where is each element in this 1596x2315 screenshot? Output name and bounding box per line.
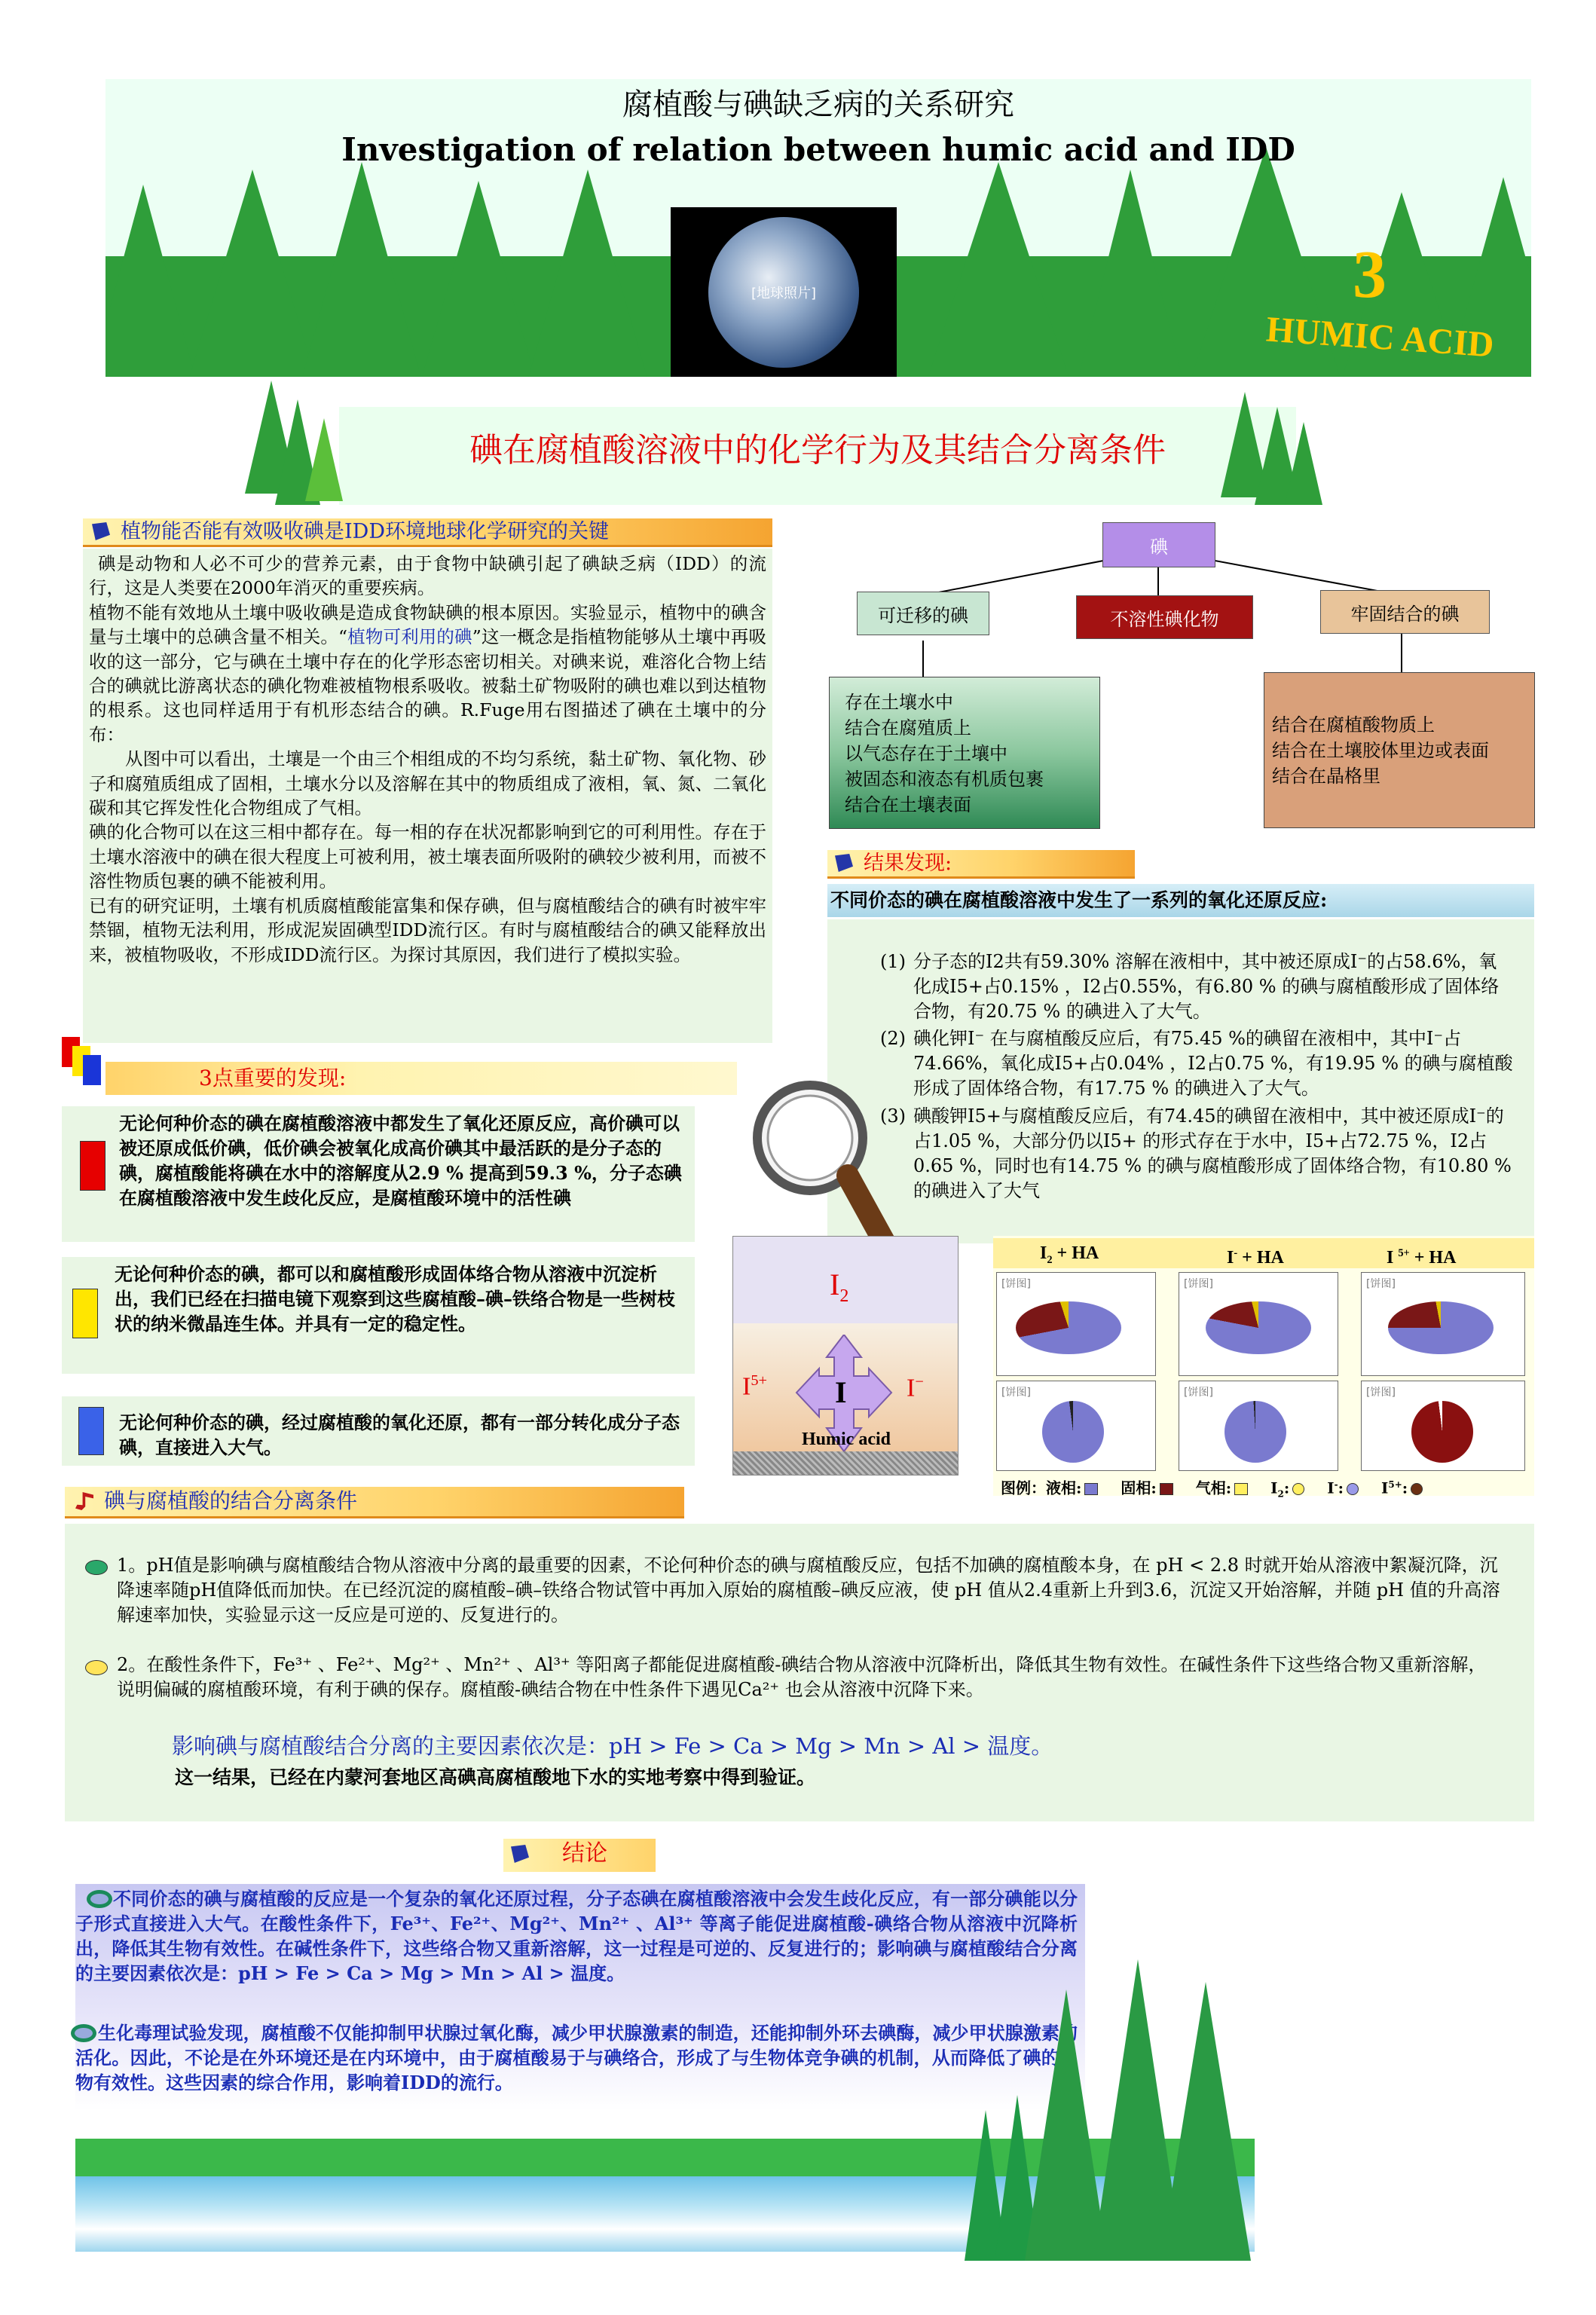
chart-thumb: [饼图]	[1179, 1272, 1338, 1376]
subtitle: 碘在腐植酸溶液中的化学行为及其结合分离条件	[469, 431, 1166, 469]
chart-thumb: [饼图]	[1361, 1381, 1525, 1471]
humic-label: Humic acid	[802, 1430, 891, 1449]
chart-col-i2: $I_2$ + HA	[1040, 1243, 1099, 1266]
diagram-root: 碘	[1102, 522, 1215, 567]
diagram-right-item: 结合在土壤胶体里边或表面	[1272, 740, 1489, 761]
section1-body	[83, 549, 772, 1043]
diagram-left-item: 以气态存在于土壤中	[845, 743, 1007, 764]
header-title-en: Investigation of relation between humic acid and IDD	[341, 131, 1295, 168]
earth-image: [地球照片]	[671, 207, 897, 377]
diagram-branch-insoluble: 不溶性碘化物	[1076, 595, 1253, 639]
section1-p1: 碘是动物和人必不可少的营养元素，由于食物中缺碘引起了碘缺乏病（IDD）的流行，这是人类要在2000年消灭的重要疾病。	[89, 553, 766, 599]
chart-thumb: [饼图]	[1179, 1381, 1338, 1471]
humic-diagram	[732, 1236, 959, 1476]
section1-p3: 从图中可以看出，土壤是一个由三个相组成的不均匀系统，黏土矿物、氧化物、砂子和腐殖质组成了固相，土壤水分以及溶解在其中的物质组成了液相，氧、氮、二氧化碳和其它挥发性化合物组成了气相。	[89, 748, 766, 819]
chart-thumb: [饼图]	[1361, 1272, 1525, 1376]
humic-center: I	[835, 1375, 847, 1409]
music-note-icon	[75, 1492, 93, 1510]
footer-trees	[965, 1959, 1258, 2261]
finding-1-marker	[80, 1141, 105, 1191]
badge-text: HUMIC ACID	[1264, 309, 1496, 365]
charts-header	[993, 1238, 1534, 1268]
results-heading-bar	[827, 850, 1135, 879]
findings-heading-bar	[105, 1062, 737, 1095]
section1-heading: 植物能否能有效吸收碘是IDD环境地球化学研究的关键	[121, 520, 609, 543]
header-banner	[105, 79, 1531, 377]
diagram-right-item: 结合在晶格里	[1272, 766, 1380, 787]
section1-p4: 碘的化合物可以在这三相中都存在。每一相的存在状况都影响到它的可利用性。存在于土壤水溶液中的碘在很大程度上可被利用，被土壤表面所吸附的碘较少被利用，而被不溶性物质包裹的碘不能被利用。	[89, 821, 766, 892]
binding-item-2: 2。在酸性条件下，Fe³⁺ 、Fe²⁺、Mg²⁺ 、Mn²⁺ 、Al³⁺ 等阳离子都能促进腐植酸-碘结合物从溶液中沉降析出，降低其生物有效性。在碱性条件下这些络合物又重新溶解，说明偏碱的腐植酸环境，有利于碘的保存。腐植酸-碘结合物在中性条件下遇见Ca²⁺ 也会从溶液中沉降下来。	[117, 1654, 1487, 1700]
result-1: (1) 分子态的I2共有59.30% 溶解在液相中，其中被还原成I⁻的占58.6%，氧化成I5+占0.15% ，I2占0.55%，有6.80 % 的碘与腐植酸形成了固体络合物，有20.75 % 的碘进入了大气。	[880, 951, 1500, 1022]
humic-i5: $I^{5+}$	[742, 1372, 768, 1401]
section1-p5: 已有的研究证明，土壤有机质腐植酸能富集和保存碘，但与腐植酸结合的碘有时被牢牢禁锢，植物无法利用，形成泥炭固碘型IDD流行区。有时与腐植酸结合的碘又能释放出来，被植物吸收，不形成IDD流行区。为探讨其原因，我们进行了模拟实验。	[89, 895, 766, 965]
finding-3: 无论何种价态的碘，经过腐植酸的氧化还原，都有一部分转化成分子态碘，直接进入大气。	[62, 1396, 695, 1466]
results-subheading-bar	[827, 884, 1534, 917]
diagram-list-fixed	[1264, 672, 1535, 828]
results-subheading: 不同价态的碘在腐植酸溶液中发生了一系列的氧化还原反应:	[830, 889, 1328, 911]
findings-heading: 3点重要的发现:	[199, 1066, 347, 1090]
diagram-branch-mobile: 可迁移的碘	[857, 592, 989, 635]
document-icon	[511, 1845, 529, 1863]
document-icon	[92, 522, 110, 540]
diagram-left-item: 结合在土壤表面	[845, 794, 971, 815]
charts-legend: 图例：液相: 固相: 气相: $I_2$: I-: $I^{5+}$:	[1001, 1475, 1528, 1504]
diagram-left-item: 存在土壤水中	[845, 692, 953, 713]
binding-heading-bar	[65, 1487, 684, 1518]
binding-order: 影响碘与腐植酸结合分离的主要因素依次是：pH > Fe > Ca > Mg > Mn > Al > 温度。	[172, 1733, 1053, 1759]
humic-iminus: I−	[907, 1374, 924, 1402]
finding-2-marker	[72, 1289, 98, 1338]
binding-heading: 碘与腐植酸的结合分离条件	[104, 1488, 358, 1513]
binding-verify: 这一结果，已经在内蒙河套地区高碘高腐植酸地下水的实地考察中得到验证。	[175, 1766, 816, 1788]
results-heading: 结果发现:	[864, 852, 952, 875]
result-3: (3) 碘酸钾I5+与腐植酸反应后，有74.45的碘留在液相中，其中被还原成I⁻的占1.05 %，大部分仍以I5+ 的形式存在于水中，I5+占72.75 %，I2占0.65 %，同时也有14.75 % 的碘与腐植酸形成了固体络合物，有10.80 % 的碘进入了大气	[880, 1106, 1512, 1201]
result-2: (2) 碘化钾I⁻ 在与腐植酸反应后，有75.45 %的碘留在液相中，其中I⁻占74.66%，氧化成I5+占0.04% ，I2占0.75 %，有19.95 % 的碘与腐植酸形成了固体络合物，有17.75 % 的碘进入了大气。	[880, 1028, 1513, 1099]
finding-2: 无论何种价态的碘，都可以和腐植酸形成固体络合物从溶液中沉淀析出，我们已经在扫描电镜下观察到这些腐植酸–碘–铁络合物是一些树枝状的纳米微晶连生体。并具有一定的稳定性。	[62, 1257, 695, 1374]
chart-thumb: [饼图]	[996, 1381, 1156, 1471]
document-icon	[835, 854, 853, 872]
binding-bullet-1	[85, 1560, 108, 1575]
finding-3-marker	[78, 1407, 104, 1455]
diagram-branch-fixed: 牢固结合的碘	[1320, 590, 1490, 634]
conclusion-1: 不同价态的碘与腐植酸的反应是一个复杂的氧化还原过程，分子态碘在腐植酸溶液中会发生歧化反应，有一部分碘能以分子形式直接进入大气。在酸性条件下，Fe³⁺、Fe²⁺、Mg²⁺、Mn²⁺ 、Al³⁺ 等离子能促进腐植酸-碘络合物从溶液中沉降析出，降低其生物有效性。在碱性条件下，这些络合物又重新溶解，这一过程是可逆的、反复进行的；影响碘与腐植酸结合分离的主要因素依次是：pH > Fe > Ca > Mg > Mn > Al > 温度。	[75, 1888, 1078, 1984]
chart-col-iminus: I- + HA	[1227, 1247, 1284, 1268]
badge-number: 3	[1353, 237, 1387, 312]
binding-item-1: 1。pH值是影响碘与腐植酸结合物从溶液中分离的最重要的因素，不论何种价态的碘与腐植酸反应，包括不加碘的腐植酸本身，在 pH < 2.8 时就开始从溶液中絮凝沉降，沉降速率随pH值降低而加快。在已经沉淀的腐植酸–碘–铁络合物试管中再加入原始的腐植酸–碘反应液，使 pH 值从2.4重新上升到3.6，沉淀又开始溶解，并随 pH 值的升高溶解速率加快，实验显示这一反应是可逆的、反复进行的。	[117, 1555, 1500, 1625]
diagram-right-item: 结合在腐植酸物质上	[1272, 714, 1435, 735]
conclusion-2: 生化毒理试验发现，腐植酸不仅能抑制甲状腺过氧化酶，减少甲状腺激素的制造，还能抑制外环去碘酶，减少甲状腺激素的活化。因此，不论是在外环境还是在内环境中，由于腐植酸易于与碘络合，形成了与生物体竞争碘的机制，从而降低了碘的生物有效性。这些因素的综合作用，影响着IDD的流行。	[75, 2022, 1078, 2093]
binding-bullet-2	[85, 1660, 108, 1675]
humic-i2: $I_2$	[830, 1268, 849, 1306]
diagram-list-mobile	[829, 677, 1100, 829]
header-title-cn: 腐植酸与碘缺乏病的关系研究	[622, 87, 1014, 122]
diagram-left-item: 结合在腐殖质上	[845, 717, 971, 739]
chart-thumb: [饼图]	[996, 1272, 1156, 1376]
conclusion-heading-bar	[503, 1839, 656, 1872]
chart-col-i5: I $^{5+}$ + HA	[1387, 1247, 1457, 1268]
diagram-left-item: 被固态和液态有机质包裹	[845, 769, 1044, 790]
findings-icon	[62, 1037, 107, 1090]
section1-p2: 植物不能有效地从土壤中吸收碘是造成食物缺碘的根本原因。实验显示，植物中的碘含量与土壤中的总碘含量不相关。“植物可利用的碘”这一概念是指植物能够从土壤中再吸收的这一部分，它与碘在土壤中存在的化学形态密切相关。对碘来说，难溶化合物上结合的碘就比游离状态的碘化物难被植物根系吸收。被黏土矿物吸附的碘也难以到达植物的根系。这也同样适用于有机形态结合的碘。R.Fuge用右图描述了碘在土壤中的分布：	[89, 601, 767, 745]
conclusion-heading: 结论	[562, 1840, 607, 1867]
finding-1: 无论何种价态的碘在腐植酸溶液中都发生了氧化还原反应，高价碘可以被还原成低价碘，低价碘会被氧化成高价碘其中最活跃的是分子态的碘，腐植酸能将碘在水中的溶解度从2.9 % 提高到59.3 %，分子态碘在腐植酸溶液中发生歧化反应，是腐植酸环境中的活性碘	[62, 1106, 695, 1242]
section1-heading-bar	[83, 518, 772, 547]
magnifier-icon	[746, 1074, 904, 1262]
subtitle-trees-left	[245, 381, 350, 509]
